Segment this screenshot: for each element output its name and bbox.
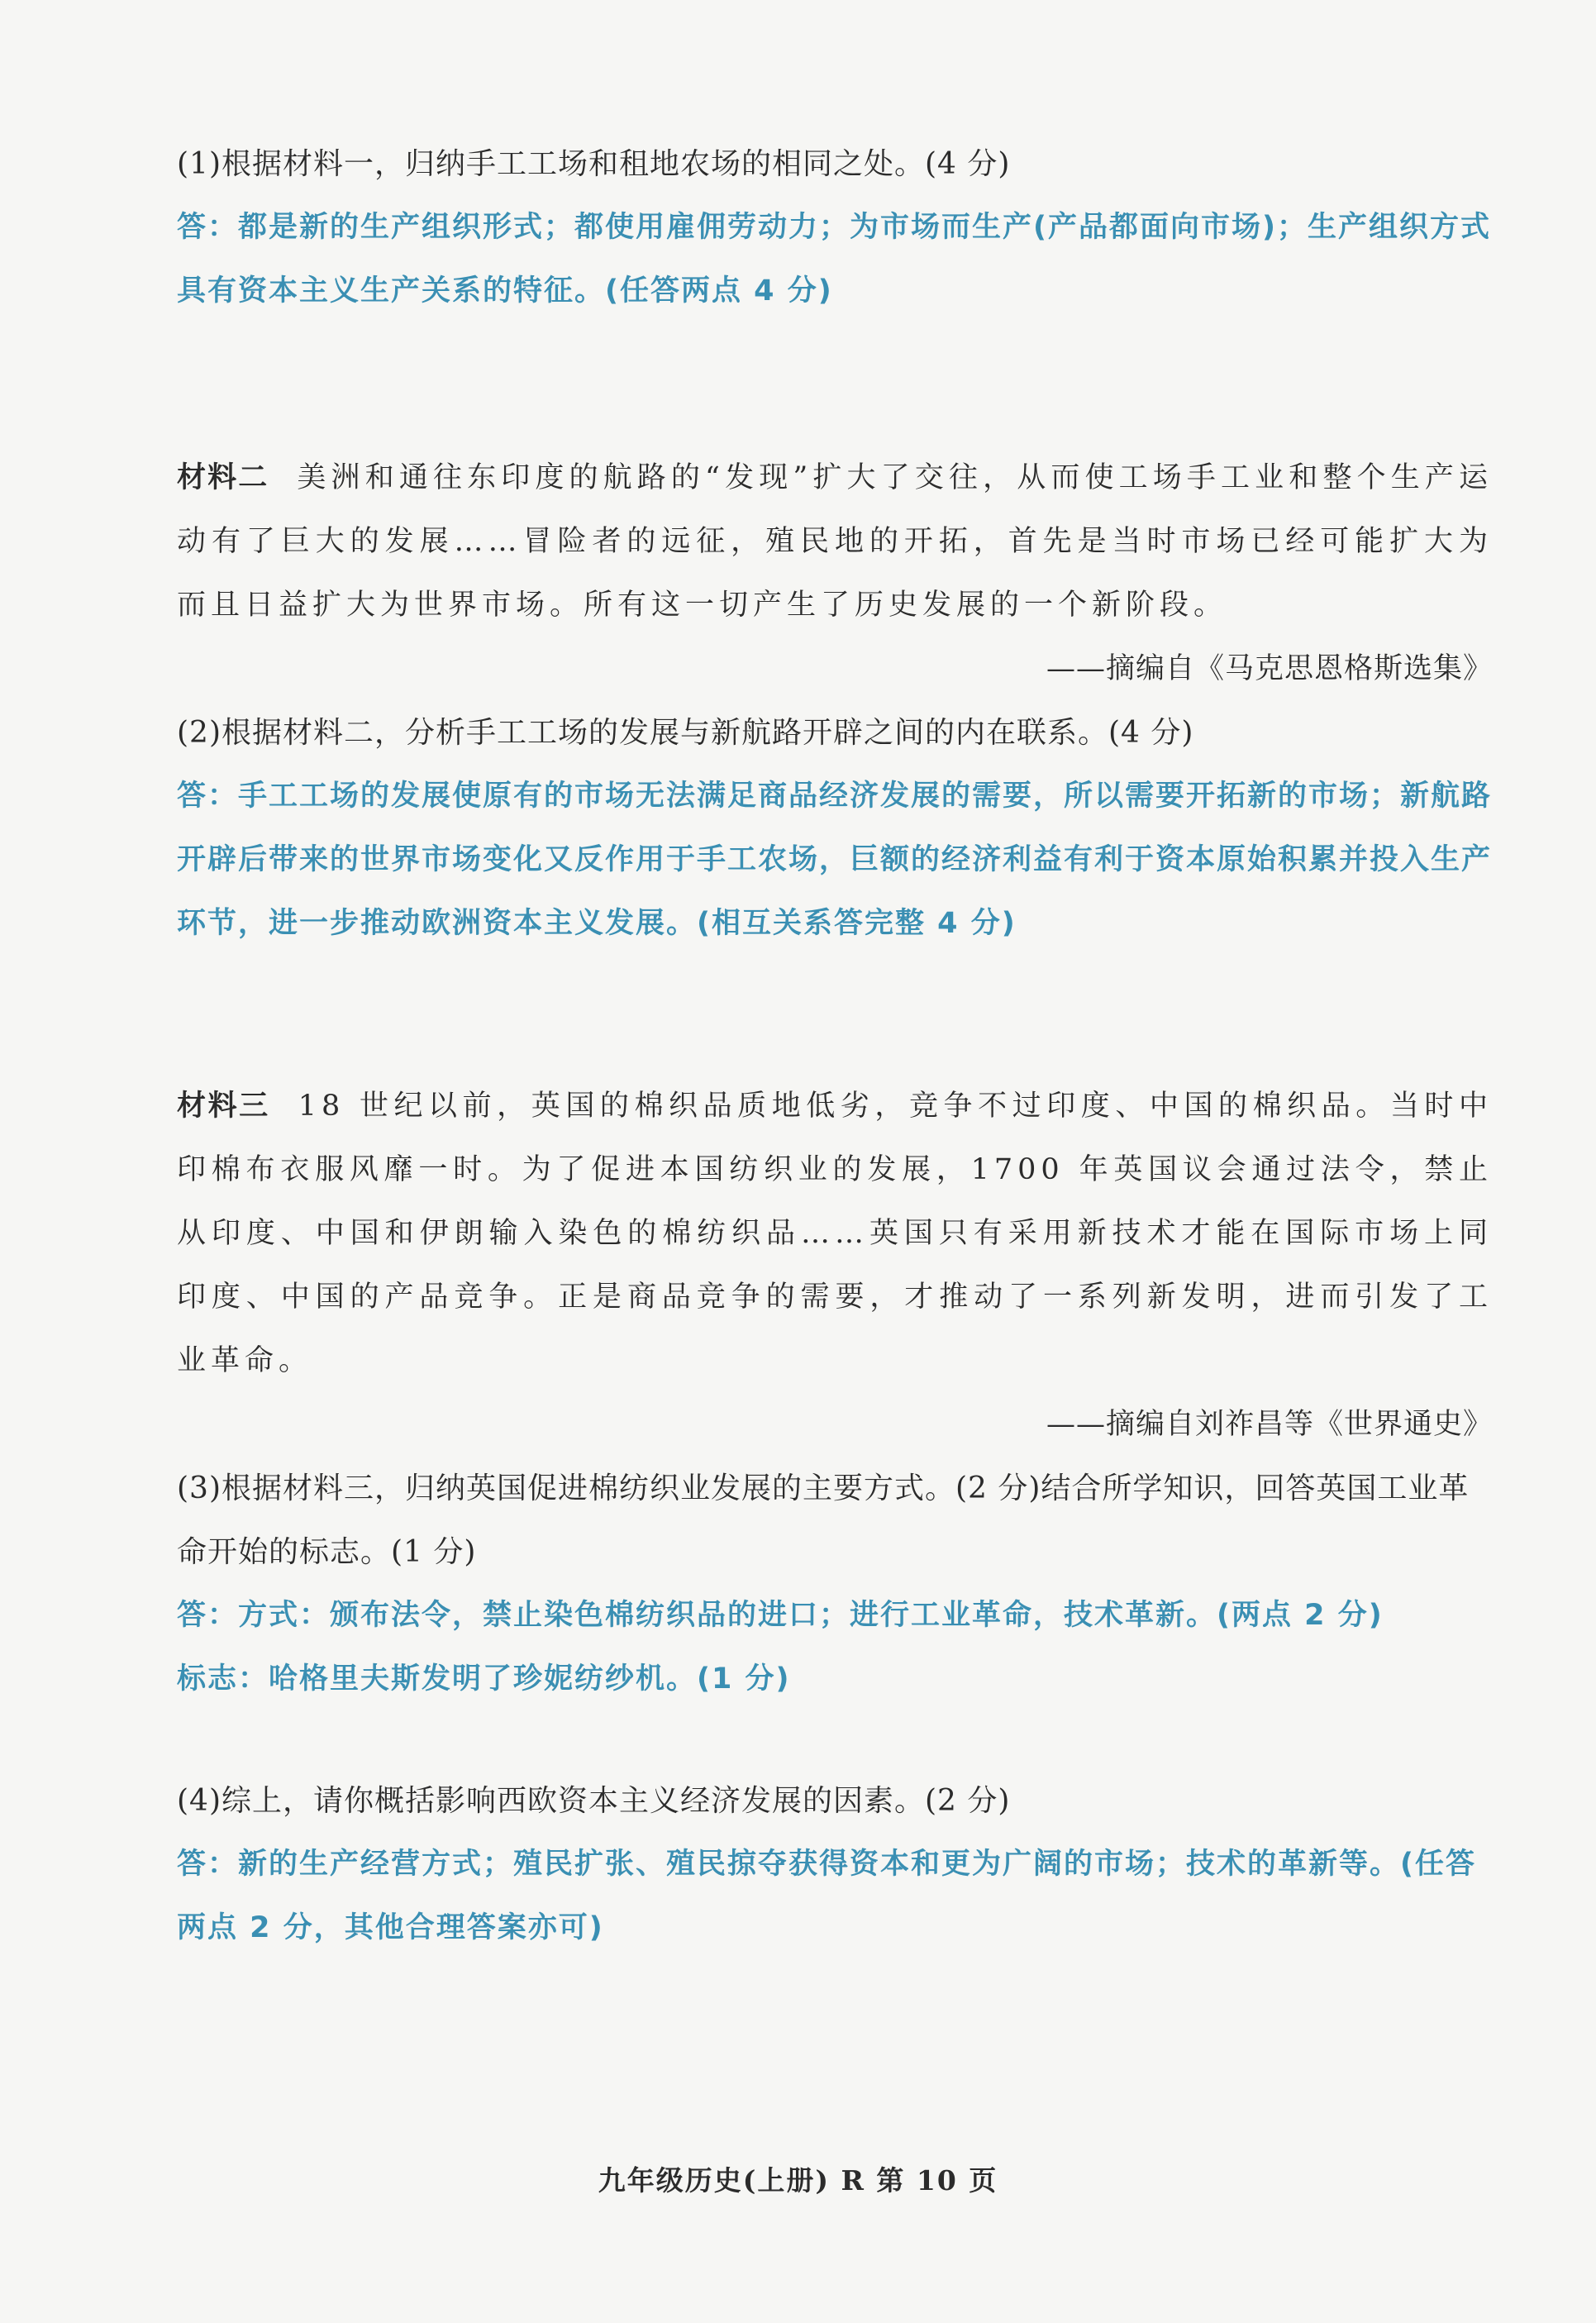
answer-1: 答：都是新的生产组织形式；都使用雇佣劳动力；为市场而生产(产品都面向市场)；生产组织方式具有资本主义生产关系的特征。(任答两点 4 分) [177,211,1491,308]
question-4-section [177,1769,1493,1960]
answer-3-sign: 标志：哈格里夫斯发明了珍妮纺纱机。(1 分) [177,1662,791,1696]
material-2-label: 材料二 [177,461,269,494]
answer-4: 答：新的生产经营方式；殖民扩张、殖民掠夺获得资本和更为广阔的市场；技术的革新等。(任答两点 2 分，其他合理答案亦可) [177,1848,1476,1944]
material-2-paragraph [177,446,1493,637]
answer-3-method: 答：方式：颁布法令，禁止染色棉纺织品的进口；进行工业革命，技术革新。(两点 2 分) [177,1599,1384,1632]
question-2: (2)根据材料二，分析手工工场的发展与新航路开辟之间的内在联系。(4 分) [177,716,1194,750]
material-2-text: 美洲和通往东印度的航路的“发现”扩大了交往，从而使工场手工业和整个生产运动有了巨大的发展……冒险者的远征，殖民地的开拓，首先是当时市场已经可能扩大为而且日益扩大为世界市场。所有这一切产生了历史发展的一个新阶段。 [177,461,1493,622]
material-2-source: ——摘编自《马克思恩格斯选集》 [1046,652,1493,685]
material-3-source: ——摘编自刘祚昌等《世界通史》 [1046,1408,1493,1441]
material-3-section [177,1075,1493,1711]
material-3-paragraph [177,1075,1493,1393]
question-3: (3)根据材料三，归纳英国促进棉纺织业发展的主要方式。(2 分)结合所学知识，回答英国工业革命开始的标志。(1 分) [177,1472,1470,1569]
question-1: (1)根据材料一，归纳手工工场和租地农场的相同之处。(4 分) [177,147,1011,181]
material-2-section [177,446,1493,956]
question-1-section [177,132,1493,323]
question-4: (4)综上，请你概括影响西欧资本主义经济发展的因素。(2 分) [177,1784,1011,1818]
material-3-text: 18 世纪以前，英国的棉织品质地低劣，竞争不过印度、中国的棉织品。当时中印棉布衣服风靡一时。为了促进本国纺织业的发展，1700 年英国议会通过法令，禁止从印度、中国和伊朗输入染色的棉纺织品……英国只有采用新技术才能在国际市场上同印度、中国的产品竞争。正是商品竞争的需要，才推动了一系列新发明，进而引发了工业革命。 [177,1090,1493,1377]
material-3-label: 材料三 [177,1090,270,1123]
page-footer: 九年级历史(上册) R 第 10 页 [598,2164,998,2197]
answer-2: 答：手工工场的发展使原有的市场无法满足商品经济发展的需要，所以需要开拓新的市场；新航路开辟后带来的世界市场变化又反作用于手工农场，巨额的经济利益有利于资本原始积累并投入生产环节，进一步推动欧洲资本主义发展。(相互关系答完整 4 分) [177,780,1493,940]
